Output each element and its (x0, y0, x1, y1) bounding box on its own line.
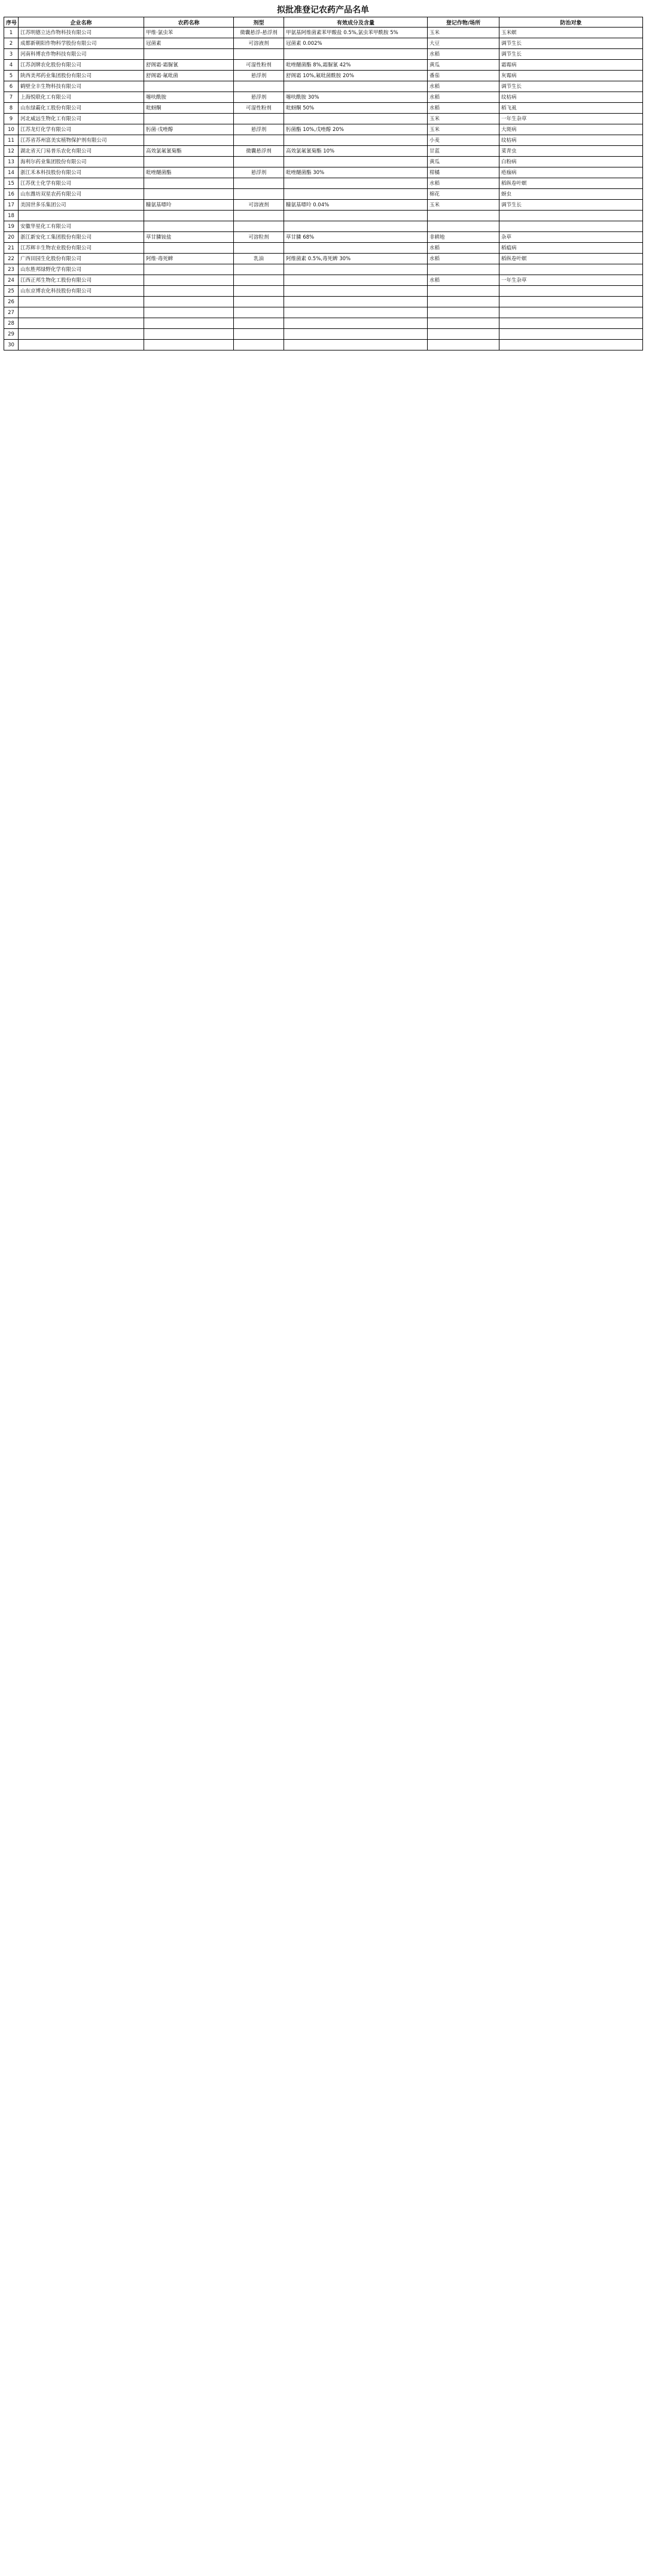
cell-ingredient: 肟菌酯 10%,戊唑醇 20% (284, 124, 428, 135)
cell-ingredient (284, 340, 428, 350)
cell-ingredient (284, 286, 428, 297)
cell-company (19, 329, 144, 340)
cell-crop: 黄瓜 (428, 157, 499, 167)
header-form: 剂型 (234, 17, 284, 28)
cell-no: 25 (4, 286, 19, 297)
cell-crop (428, 318, 499, 329)
cell-form (234, 297, 284, 307)
table-header-row (4, 17, 643, 28)
table-row (4, 254, 643, 264)
cell-no: 14 (4, 167, 19, 178)
table-row (4, 157, 643, 167)
cell-product (144, 178, 234, 189)
cell-no: 9 (4, 114, 19, 124)
header-company: 企业名称 (19, 17, 144, 28)
cell-form (234, 307, 284, 318)
cell-no: 20 (4, 232, 19, 243)
cell-ingredient: 吡唑醚菌酯 30% (284, 167, 428, 178)
cell-crop: 玉米 (428, 114, 499, 124)
cell-ingredient (284, 114, 428, 124)
cell-product: 甲维·氯虫苯 (144, 28, 234, 38)
cell-no: 10 (4, 124, 19, 135)
cell-no: 3 (4, 49, 19, 60)
cell-target (499, 264, 643, 275)
cell-company (19, 318, 144, 329)
cell-product: 噻呋酰胺 (144, 92, 234, 103)
cell-target: 调节生长 (499, 81, 643, 92)
cell-no: 22 (4, 254, 19, 264)
cell-company (19, 211, 144, 221)
cell-no: 1 (4, 28, 19, 38)
cell-crop: 棉花 (428, 189, 499, 200)
cell-no: 29 (4, 329, 19, 340)
cell-target: 一年生杂草 (499, 275, 643, 286)
cell-target: 纹枯病 (499, 135, 643, 146)
cell-form (234, 114, 284, 124)
cell-target: 霜霉病 (499, 60, 643, 71)
cell-company: 河南科博农作物科技有限公司 (19, 49, 144, 60)
cell-form: 悬浮剂 (234, 167, 284, 178)
table-row (4, 60, 643, 71)
cell-no: 26 (4, 297, 19, 307)
cell-crop: 玉米 (428, 200, 499, 211)
table-row (4, 275, 643, 286)
cell-target (499, 340, 643, 350)
cell-company: 安徽华星化工有限公司 (19, 221, 144, 232)
table-row (4, 38, 643, 49)
cell-product (144, 329, 234, 340)
table-row (4, 71, 643, 81)
table-row (4, 318, 643, 329)
cell-form (234, 49, 284, 60)
cell-form (234, 275, 284, 286)
cell-company: 江苏明德立达作物科技有限公司 (19, 28, 144, 38)
cell-crop: 水稻 (428, 275, 499, 286)
header-no: 序号 (4, 17, 19, 28)
cell-company: 海利尔药业集团股份有限公司 (19, 157, 144, 167)
document-title: 拟批准登记农药产品名单 (277, 5, 369, 15)
table-row (4, 124, 643, 135)
cell-ingredient: 舒阁霜 10%,氟吡菌酰胺 20% (284, 71, 428, 81)
cell-company: 浙江禾本科技股份有限公司 (19, 167, 144, 178)
cell-ingredient (284, 307, 428, 318)
cell-crop (428, 307, 499, 318)
cell-target: 大斑病 (499, 124, 643, 135)
cell-target: 蚜虫 (499, 189, 643, 200)
cell-target: 疮痂病 (499, 167, 643, 178)
table-body (4, 28, 643, 350)
cell-no: 5 (4, 71, 19, 81)
cell-product (144, 297, 234, 307)
cell-no: 19 (4, 221, 19, 232)
cell-crop (428, 297, 499, 307)
cell-no: 4 (4, 60, 19, 71)
table-row (4, 92, 643, 103)
cell-form (234, 286, 284, 297)
table-row (4, 146, 643, 157)
cell-form: 微囊悬浮剂 (234, 146, 284, 157)
registration-table (4, 17, 643, 350)
cell-company: 江苏剑牌农化股份有限公司 (19, 60, 144, 71)
table-row (4, 264, 643, 275)
cell-no: 23 (4, 264, 19, 275)
table-row (4, 49, 643, 60)
cell-form: 悬浮剂 (234, 124, 284, 135)
cell-crop: 玉米 (428, 28, 499, 38)
header-product: 农药名称 (144, 17, 234, 28)
cell-crop: 水稻 (428, 49, 499, 60)
cell-crop: 大豆 (428, 38, 499, 49)
cell-ingredient: 甲氨基阿维菌素苯甲酸盐 0.5%,氯虫苯甲酰胺 5% (284, 28, 428, 38)
cell-company: 广西田园生化股份有限公司 (19, 254, 144, 264)
cell-target: 稻纵卷叶螟 (499, 178, 643, 189)
cell-ingredient: 糠氨基嘌呤 0.04% (284, 200, 428, 211)
table-row (4, 178, 643, 189)
cell-target: 稻飞虱 (499, 103, 643, 114)
cell-company: 山东潍坊双星农药有限公司 (19, 189, 144, 200)
cell-target: 调节生长 (499, 200, 643, 211)
cell-product: 糠氨基嘌呤 (144, 200, 234, 211)
cell-target: 稻纵卷叶螟 (499, 254, 643, 264)
cell-ingredient (284, 243, 428, 254)
cell-target: 调节生长 (499, 38, 643, 49)
cell-ingredient (284, 264, 428, 275)
cell-target (499, 221, 643, 232)
cell-form: 可溶液剂 (234, 38, 284, 49)
cell-crop: 番茄 (428, 71, 499, 81)
cell-ingredient (284, 318, 428, 329)
cell-crop: 玉米 (428, 124, 499, 135)
cell-crop (428, 286, 499, 297)
cell-crop: 非耕地 (428, 232, 499, 243)
cell-crop (428, 329, 499, 340)
cell-product: 高效氯氟氰菊酯 (144, 146, 234, 157)
cell-company: 陕西美邦药业集团股份有限公司 (19, 71, 144, 81)
cell-ingredient (284, 221, 428, 232)
cell-product (144, 275, 234, 286)
cell-target: 灰霉病 (499, 71, 643, 81)
cell-form (234, 318, 284, 329)
cell-ingredient (284, 81, 428, 92)
header-crop: 登记作物/场所 (428, 17, 499, 28)
cell-ingredient (284, 178, 428, 189)
cell-product (144, 243, 234, 254)
cell-product (144, 135, 234, 146)
cell-target: 玉米螟 (499, 28, 643, 38)
table-row (4, 189, 643, 200)
cell-form (234, 264, 284, 275)
cell-ingredient: 吡蚜酮 50% (284, 103, 428, 114)
table-row (4, 232, 643, 243)
cell-form (234, 135, 284, 146)
cell-form (234, 81, 284, 92)
cell-crop: 柑橘 (428, 167, 499, 178)
cell-company: 江苏龙灯化学有限公司 (19, 124, 144, 135)
cell-company: 河北威远生物化工有限公司 (19, 114, 144, 124)
cell-crop: 水稻 (428, 103, 499, 114)
cell-no: 28 (4, 318, 19, 329)
cell-ingredient: 噻呋酰胺 30% (284, 92, 428, 103)
cell-target: 白粉病 (499, 157, 643, 167)
cell-crop (428, 221, 499, 232)
cell-company (19, 340, 144, 350)
cell-no: 7 (4, 92, 19, 103)
table-row (4, 221, 643, 232)
cell-product (144, 340, 234, 350)
cell-product: 吡唑醚菌酯 (144, 167, 234, 178)
cell-product (144, 307, 234, 318)
cell-product: 吡蚜酮 (144, 103, 234, 114)
cell-form: 悬浮剂 (234, 92, 284, 103)
cell-company: 山东京博农化科技股份有限公司 (19, 286, 144, 297)
cell-no: 12 (4, 146, 19, 157)
cell-form: 微囊悬浮-悬浮剂 (234, 28, 284, 38)
cell-company: 鹤壁全丰生物科技有限公司 (19, 81, 144, 92)
cell-no: 30 (4, 340, 19, 350)
cell-ingredient (284, 135, 428, 146)
cell-company: 山东胜邦绿野化学有限公司 (19, 264, 144, 275)
cell-ingredient (284, 189, 428, 200)
cell-form: 乳油 (234, 254, 284, 264)
table-row (4, 167, 643, 178)
cell-product: 舒阁霜·霜脲氰 (144, 60, 234, 71)
table-row (4, 135, 643, 146)
cell-crop (428, 264, 499, 275)
cell-target: 菜青虫 (499, 146, 643, 157)
cell-ingredient: 高效氯氟氰菊酯 10% (284, 146, 428, 157)
cell-no: 8 (4, 103, 19, 114)
cell-company: 江西正邦生物化工股份有限公司 (19, 275, 144, 286)
cell-product: 舒阁霜·氟吡菌 (144, 71, 234, 81)
cell-target (499, 318, 643, 329)
cell-crop: 小麦 (428, 135, 499, 146)
cell-product: 肟菌·戊唑醇 (144, 124, 234, 135)
cell-product (144, 157, 234, 167)
cell-ingredient: 吡唑醚菌酯 8%,霜脲氰 42% (284, 60, 428, 71)
cell-crop (428, 211, 499, 221)
cell-company: 浙江新安化工集团股份有限公司 (19, 232, 144, 243)
cell-ingredient (284, 297, 428, 307)
cell-company: 江苏优士化学有限公司 (19, 178, 144, 189)
cell-product (144, 211, 234, 221)
cell-product: 阿维·毒死蜱 (144, 254, 234, 264)
cell-target (499, 307, 643, 318)
cell-company: 上海悦联化工有限公司 (19, 92, 144, 103)
cell-form (234, 340, 284, 350)
cell-form (234, 157, 284, 167)
cell-company: 美国世多乐集团公司 (19, 200, 144, 211)
table-row (4, 114, 643, 124)
cell-ingredient: 草甘膦 68% (284, 232, 428, 243)
header-ingredient: 有效成分及含量 (284, 17, 428, 28)
cell-company: 山东绿霸化工股份有限公司 (19, 103, 144, 114)
table-row (4, 340, 643, 350)
cell-company (19, 297, 144, 307)
cell-product (144, 264, 234, 275)
cell-crop: 甘蓝 (428, 146, 499, 157)
cell-crop: 水稻 (428, 92, 499, 103)
table-row (4, 103, 643, 114)
cell-product (144, 221, 234, 232)
cell-crop: 水稻 (428, 81, 499, 92)
page (0, 0, 646, 356)
header-target: 防治对象 (499, 17, 643, 28)
table-row (4, 200, 643, 211)
cell-target: 调节生长 (499, 49, 643, 60)
cell-product (144, 114, 234, 124)
cell-company (19, 307, 144, 318)
cell-ingredient (284, 49, 428, 60)
cell-crop: 水稻 (428, 254, 499, 264)
cell-ingredient (284, 329, 428, 340)
cell-no: 2 (4, 38, 19, 49)
table-row (4, 211, 643, 221)
cell-company: 成都新朝阳作物科学股份有限公司 (19, 38, 144, 49)
cell-company: 江苏省苏州富美实植物保护剂有限公司 (19, 135, 144, 146)
cell-no: 24 (4, 275, 19, 286)
cell-crop (428, 340, 499, 350)
table-row (4, 28, 643, 38)
cell-no: 21 (4, 243, 19, 254)
cell-no: 11 (4, 135, 19, 146)
cell-target (499, 329, 643, 340)
cell-product (144, 189, 234, 200)
cell-form (234, 178, 284, 189)
cell-ingredient: 阿维菌素 0.5%,毒死蜱 30% (284, 254, 428, 264)
cell-crop: 水稻 (428, 178, 499, 189)
cell-product (144, 81, 234, 92)
cell-form (234, 329, 284, 340)
cell-form: 悬浮剂 (234, 71, 284, 81)
table-row (4, 243, 643, 254)
cell-target (499, 286, 643, 297)
cell-form: 可溶液剂 (234, 200, 284, 211)
cell-target (499, 211, 643, 221)
cell-ingredient (284, 211, 428, 221)
cell-no: 27 (4, 307, 19, 318)
cell-ingredient: 冠菌素 0.002% (284, 38, 428, 49)
cell-ingredient (284, 157, 428, 167)
cell-company: 湖北省天门易普乐农化有限公司 (19, 146, 144, 157)
cell-no: 13 (4, 157, 19, 167)
table-row (4, 81, 643, 92)
table-row (4, 329, 643, 340)
cell-form (234, 211, 284, 221)
cell-crop: 黄瓜 (428, 60, 499, 71)
cell-company: 江苏辉丰生物农业股份有限公司 (19, 243, 144, 254)
cell-form: 可湿性粉剂 (234, 103, 284, 114)
cell-form: 可溶粒剂 (234, 232, 284, 243)
cell-form (234, 243, 284, 254)
cell-product (144, 49, 234, 60)
cell-target: 稻瘟病 (499, 243, 643, 254)
cell-no: 16 (4, 189, 19, 200)
cell-no: 17 (4, 200, 19, 211)
cell-target: 纹枯病 (499, 92, 643, 103)
cell-product: 草甘膦铵盐 (144, 232, 234, 243)
cell-no: 18 (4, 211, 19, 221)
table-row (4, 286, 643, 297)
cell-no: 15 (4, 178, 19, 189)
cell-crop: 水稻 (428, 243, 499, 254)
cell-form (234, 221, 284, 232)
table-row (4, 307, 643, 318)
cell-target: 一年生杂草 (499, 114, 643, 124)
cell-target (499, 297, 643, 307)
cell-target: 杂草 (499, 232, 643, 243)
cell-product (144, 286, 234, 297)
cell-form (234, 189, 284, 200)
cell-product: 冠菌素 (144, 38, 234, 49)
cell-ingredient (284, 275, 428, 286)
cell-form: 可湿性粉剂 (234, 60, 284, 71)
cell-product (144, 318, 234, 329)
cell-no: 6 (4, 81, 19, 92)
table-row (4, 297, 643, 307)
